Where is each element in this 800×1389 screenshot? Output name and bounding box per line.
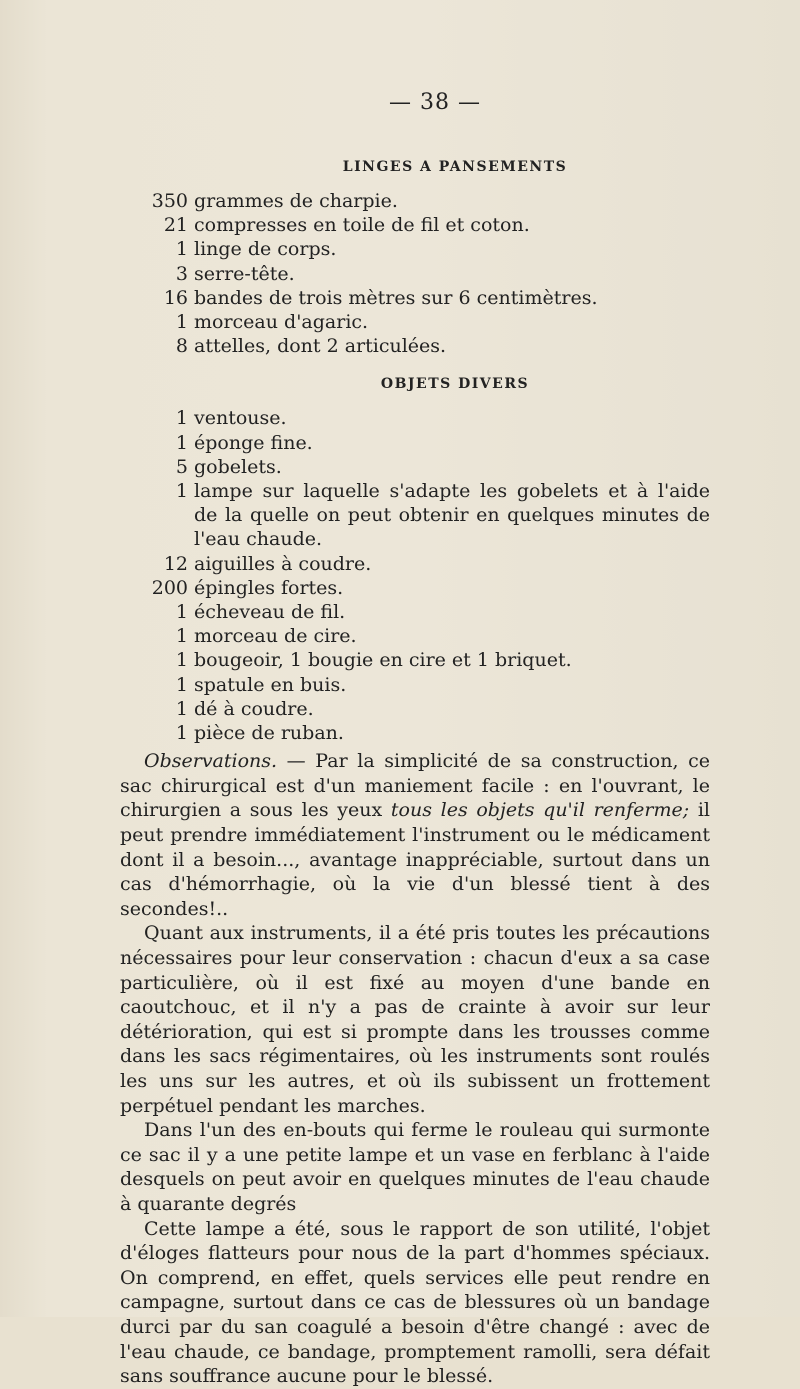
section-title-objets: OBJETS DIVERS <box>380 376 530 393</box>
item-quantity: 1 <box>175 697 188 720</box>
list-item <box>120 479 710 552</box>
list-item <box>120 600 710 624</box>
observations-label: Observations. <box>144 750 278 773</box>
item-description: bandes de trois mètres sur 6 centimètres. <box>194 286 598 309</box>
list-item <box>120 455 710 479</box>
item-description: ventouse. <box>194 407 287 430</box>
item-quantity: 1 <box>175 673 188 696</box>
page-number: — 38 — <box>389 90 481 115</box>
list-item <box>120 213 710 237</box>
list-item <box>120 648 710 672</box>
item-description: épingles fortes. <box>194 576 344 599</box>
item-quantity: 1 <box>175 311 188 334</box>
list-item <box>120 721 710 745</box>
list-item <box>120 262 710 286</box>
item-quantity: 350 <box>151 190 188 212</box>
item-quantity: 1 <box>175 649 188 672</box>
item-quantity: 8 <box>175 335 188 358</box>
item-quantity: 16 <box>163 286 188 309</box>
item-quantity: 21 <box>163 214 188 237</box>
item-description: compresses en toile de fil et coton. <box>194 214 530 237</box>
observations-text-start: — Par la simplicité de sa construction, ce sac chirurgical est d'un maniement facile : en l'ouvrant, le chirurgien a sous les yeux <box>120 750 710 822</box>
item-description: éponge fine. <box>194 431 313 454</box>
lamp-paragraph: Dans l'un des en-bouts qui ferme le rouleau qui surmonte ce sac il y a une petite lampe et un vase en ferblanc à l'aide desquels on peut avoir en quelques minutes de l'eau chaude à quarante degrés <box>120 1119 710 1215</box>
list-item <box>120 406 710 430</box>
list-item <box>120 237 710 261</box>
item-description: morceau de cire. <box>194 625 357 648</box>
list-item <box>120 697 710 721</box>
list-item <box>120 286 710 310</box>
item-description: grammes de charpie. <box>194 190 398 212</box>
item-quantity: 1 <box>175 407 188 430</box>
item-description: bougeoir, 1 bougie en cire et 1 briquet. <box>194 649 572 672</box>
item-quantity: 1 <box>175 431 188 454</box>
item-quantity: 1 <box>175 601 188 624</box>
observations-text-end: il peut prendre immédiatement l'instrument ou le médicament dont il a besoin..., avantage inappréciable, surtout dans un cas d'hémorrhagie, où la vie d'un blessé tient à des secondes!.. <box>120 799 711 920</box>
item-quantity: 1 <box>175 722 188 745</box>
observations-paragraph <box>120 749 710 921</box>
item-description: gobelets. <box>194 455 282 478</box>
list-item <box>120 673 710 697</box>
list-item <box>120 576 710 600</box>
page-content <box>120 90 710 1389</box>
list-item <box>120 552 710 576</box>
item-description: morceau d'agaric. <box>194 311 369 334</box>
item-quantity: 200 <box>151 576 188 599</box>
item-description: pièce de ruban. <box>194 722 344 745</box>
item-description: aiguilles à coudre. <box>194 552 372 575</box>
item-quantity: 1 <box>175 625 188 648</box>
item-description: dé à coudre. <box>194 697 314 720</box>
item-description: serre-tête. <box>194 262 295 285</box>
item-description: spatule en buis. <box>194 673 347 696</box>
item-quantity: 1 <box>175 238 188 261</box>
item-description: écheveau de fil. <box>194 601 346 624</box>
list-item <box>120 431 710 455</box>
instruments-paragraph: Quant aux instruments, il a été pris toutes les précautions nécessaires pour leur conservation : chacun d'eux a sa case particulière, où il est fixé au moyen d'une bande en caoutchouc, et il n'y a pas de crainte à avoir sur leur détérioration, qui est si prompte dans les trousses comme dans les sacs régimentaires, où les instruments sont roulés les uns sur les autres, et où ils subissent un frottement perpétuel pendant les marches. <box>120 922 710 1117</box>
list-linges <box>120 189 710 358</box>
section-title-linges: LINGES A PANSEMENTS <box>342 159 568 175</box>
item-description: attelles, dont 2 articulées. <box>194 335 447 358</box>
observations-emphasis: tous les objets qu'il renferme; <box>390 799 690 822</box>
list-item <box>120 310 710 334</box>
item-quantity: 3 <box>175 262 188 285</box>
lamp-praise-paragraph: Cette lampe a été, sous le rapport de son utilité, l'objet d'éloges flatteurs pour nous de la part d'hommes spéciaux. On comprend, en effet, quels services elle peut rendre en campagne, surtout dans ce cas de blessures où un bandage durci par du san coagulé a besoin d'être changé : avec de l'eau chaude, ce bandage, promptement ramolli, sera défait sans souffrance aucune pour le blessé. <box>120 1217 710 1388</box>
list-objets <box>120 406 710 745</box>
item-quantity: 1 <box>175 480 188 503</box>
list-item <box>120 189 710 213</box>
item-description: lampe sur laquelle s'adapte les gobelets et à l'aide de la quelle on peut obtenir en quelques minutes de l'eau chaude. <box>194 480 710 551</box>
item-description: linge de corps. <box>194 238 337 261</box>
item-quantity: 12 <box>163 552 188 575</box>
list-item <box>120 624 710 648</box>
list-item <box>120 334 710 358</box>
item-quantity: 5 <box>175 455 188 478</box>
